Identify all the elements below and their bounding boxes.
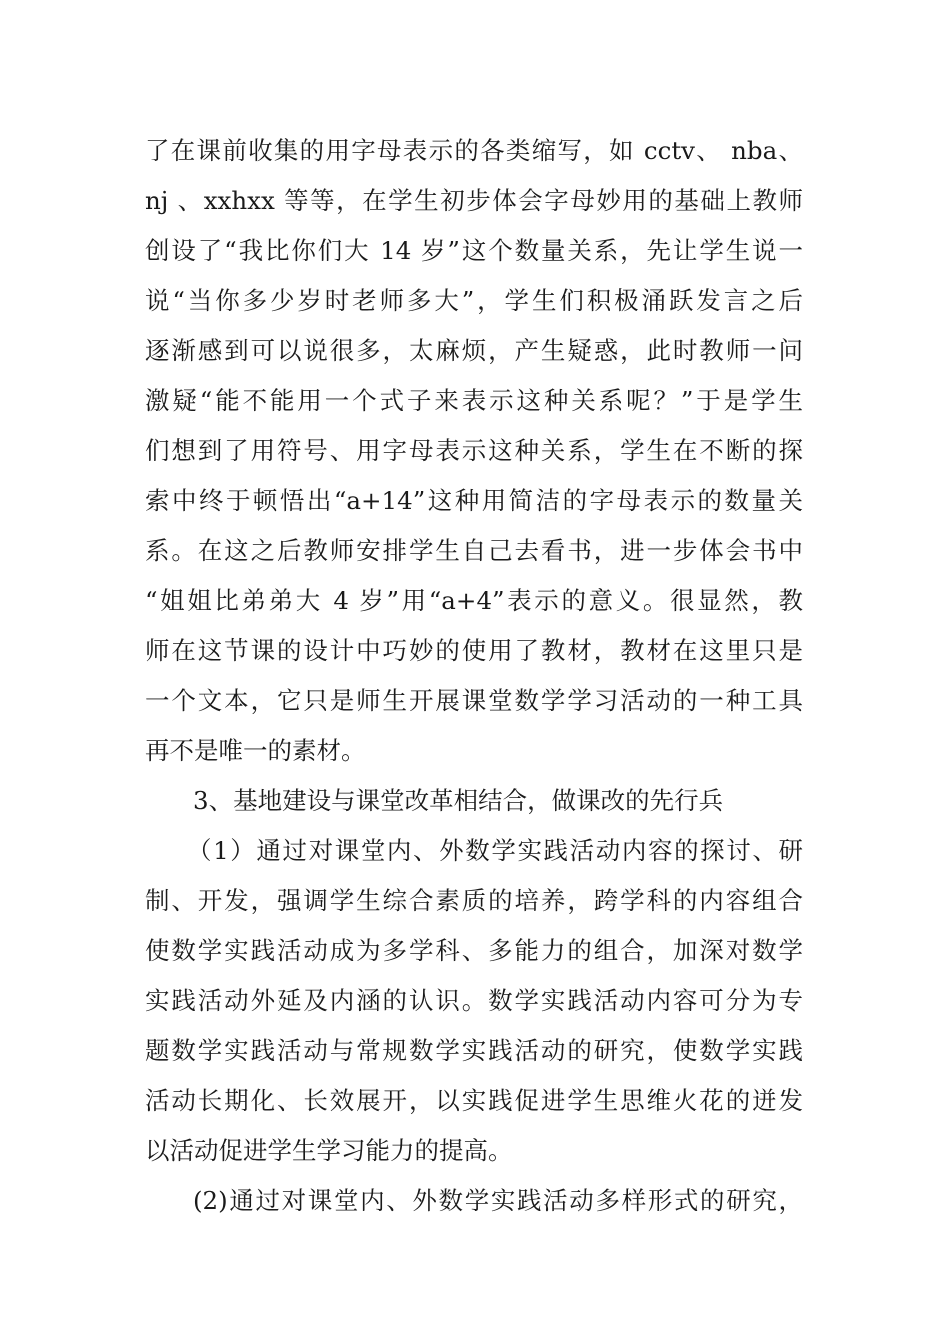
text-line: “姐姐比弟弟大 4 岁”用“a+4”表示的意义。很显然，教 xyxy=(145,586,803,615)
text-line: 们想到了用符号、用字母表示这种关系，学生在不断的探 xyxy=(145,436,803,465)
text-line: 制、开发，强调学生综合素质的培养，跨学科的内容组合 xyxy=(145,886,803,915)
text-line: 活动长期化、长效展开，以实践促进学生思维火花的迸发 xyxy=(145,1086,803,1115)
text-line: 师在这节课的设计中巧妙的使用了教材，教材在这里只是 xyxy=(145,636,803,665)
text-line: 说“当你多少岁时老师多大”，学生们积极涌跃发言之后 xyxy=(145,286,803,315)
text-line: 实践活动外延及内涵的认识。数学实践活动内容可分为专 xyxy=(145,986,803,1015)
text-line: 系。在这之后教师安排学生自己去看书，进一步体会书中 xyxy=(145,536,803,565)
text-line: 使数学实践活动成为多学科、多能力的组合，加深对数学 xyxy=(145,936,803,965)
text-line: nj 、xxhxx 等等，在学生初步体会字母妙用的基础上教师 xyxy=(145,186,803,215)
paragraph-first-line: (2)通过对课堂内、外数学实践活动多样形式的研究， xyxy=(193,1186,803,1215)
text-line: 激疑“能不能用一个式子来表示这种关系呢？”于是学生 xyxy=(145,386,803,415)
text-line: 了在课前收集的用字母表示的各类缩写，如 cctv、 nba、 xyxy=(145,136,803,165)
text-line: 再不是唯一的素材。 xyxy=(145,736,366,765)
text-line: 创设了“我比你们大 14 岁”这个数量关系，先让学生说一 xyxy=(145,236,803,265)
text-line: 以活动促进学生学习能力的提高。 xyxy=(145,1136,513,1165)
section-heading: 3、基地建设与课堂改革相结合，做课改的先行兵 xyxy=(193,786,724,815)
text-line: 索中终于顿悟出“a+14”这种用简洁的字母表示的数量关 xyxy=(145,486,803,515)
text-line: 逐渐感到可以说很多，太麻烦，产生疑惑，此时教师一问 xyxy=(145,336,803,365)
text-line: 题数学实践活动与常规数学实践活动的研究，使数学实践 xyxy=(145,1036,803,1065)
text-line: 一个文本，它只是师生开展课堂数学学习活动的一种工具 xyxy=(145,686,803,715)
paragraph-first-line: （1）通过对课堂内、外数学实践活动内容的探讨、研 xyxy=(187,836,803,865)
